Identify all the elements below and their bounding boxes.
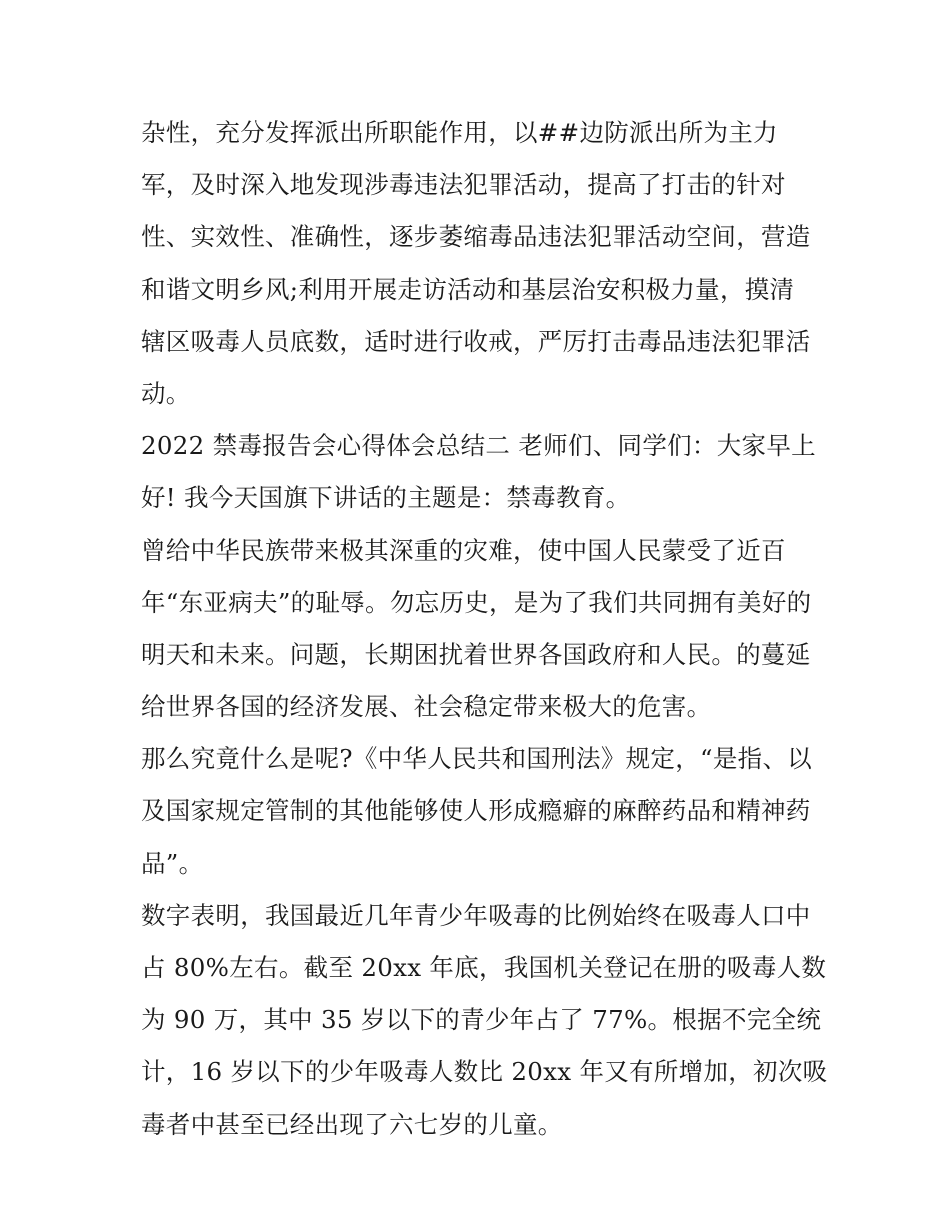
text-line: 及国家规定管制的其他能够使人形成瘾癖的麻醉药品和精神药 [141, 796, 811, 826]
text-line: 2022 禁毒报告会心得体会总结二 老师们、同学们：大家早上 [141, 431, 816, 461]
text-line: 那么究竟什么是呢?《中华人民共和国刑法》规定，“是指、以 [141, 744, 813, 774]
text-line: 品”。 [141, 848, 204, 878]
text-line: 年“东亚病夫”的耻辱。勿忘历史，是为了我们共同拥有美好的 [141, 587, 812, 617]
text-line: 计，16 岁以下的少年吸毒人数比 20xx 年又有所增加，初次吸 [141, 1057, 828, 1087]
text-line: 占 80%左右。截至 20xx 年底，我国机关登记在册的吸毒人数 [141, 953, 827, 982]
text-line: 杂性，充分发挥派出所职能作用，以##边防派出所为主力 [141, 118, 778, 147]
text-line: 毒者中甚至已经出现了六七岁的儿童。 [141, 1109, 563, 1139]
body-text [141, 107, 828, 1151]
text-line: 曾给中华民族带来极其深重的灾难，使中国人民蒙受了近百 [141, 535, 786, 565]
text-line: 军，及时深入地发现涉毒违法犯罪活动，提高了打击的针对 [141, 170, 786, 200]
text-line: 和谐文明乡风;利用开展走访活动和基层治安积极力量，摸清 [141, 274, 795, 304]
text-line: 辖区吸毒人员底数，适时进行收戒，严厉打击毒品违法犯罪活 [141, 326, 811, 356]
text-line: 为 90 万，其中 35 岁以下的青少年占了 77%。根据不完全统 [141, 1005, 822, 1035]
text-line: 好! 我今天国旗下讲话的主题是：禁毒教育。 [141, 483, 631, 513]
text-line: 明天和未来。问题，长期困扰着世界各国政府和人民。的蔓延 [141, 639, 811, 669]
text-line: 动。 [141, 378, 191, 408]
text-line: 数字表明，我国最近几年青少年吸毒的比例始终在吸毒人口中 [141, 900, 811, 930]
text-line: 给世界各国的经济发展、社会稳定带来极大的危害。 [141, 692, 712, 722]
text-line: 性、实效性、准确性，逐步萎缩毒品违法犯罪活动空间，营造 [141, 222, 811, 252]
